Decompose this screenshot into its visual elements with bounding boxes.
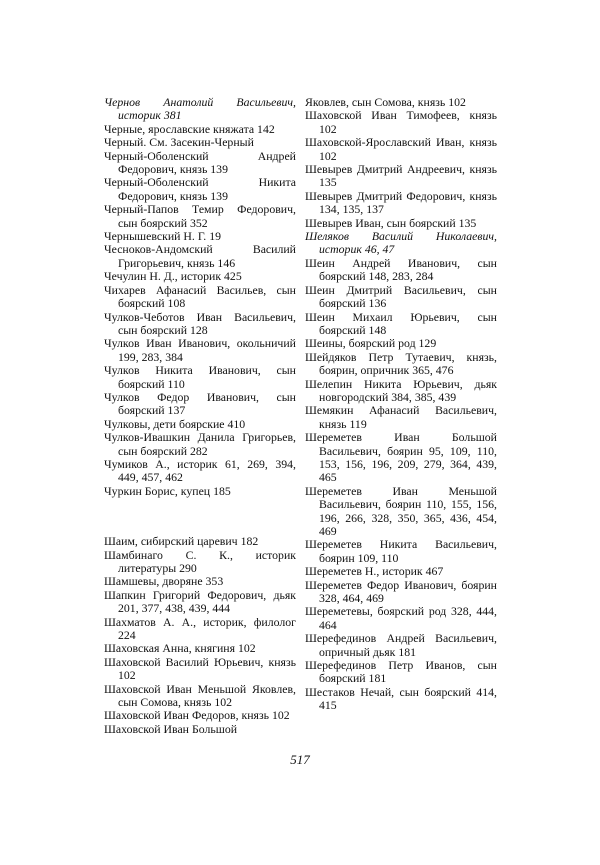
index-entry: Черные, ярославские княжата 142 — [104, 121, 275, 136]
index-entry: Чулков-Чеботов Иван Васильевич, сын боярский 128 — [104, 309, 296, 337]
index-entry: Шаховской Иван Меньшой Яковлев, сын Сомова, князь 102 — [104, 681, 296, 710]
index-entry: Шейдяков Петр Тутаевич, князь, боярин, опричник 365, 476 — [305, 349, 497, 378]
index-entry: Шеляков Василий Николаевич, историк 46, 47 — [305, 229, 497, 257]
index-entry: Шевырев Дмитрий Федорович, князь 134, 135, 137 — [305, 188, 497, 217]
index-entry: Шереметев Никита Васильевич, боярин 109, 110 — [305, 537, 497, 565]
index-entry: Чернышевский Н. Г. 19 — [104, 229, 222, 244]
index-entry: Шеин Михаил Юрьевич, сын боярский 148 — [305, 309, 497, 337]
index-entry: Шеины, боярский род 129 — [305, 336, 437, 351]
index-entry: Чесноков-Андомский Василий Григорьевич, князь 146 — [104, 242, 296, 270]
index-entry: Шемякин Афанасий Васильевич, князь 119 — [305, 403, 497, 431]
index-entry: Шаховской Василий Юрьевич, князь 102 — [104, 654, 296, 683]
index-entry: Шереметев Иван Меньшой Васильевич, боярин 110, 155, 156, 196, 266, 328, 350, 365, 436, 454, 469 — [305, 483, 497, 538]
index-entry: Чуркин Борис, купец 185 — [104, 483, 231, 498]
right-column — [305, 96, 497, 713]
index-entry: Чулков Иван Иванович, окольничий 199, 283, 384 — [104, 336, 296, 364]
index-entry: Шерефединов Петр Иванов, сын боярский 181 — [305, 658, 497, 686]
index-entry: Шамшевы, дворяне 353 — [104, 574, 224, 589]
index-entry: Шаховской Иван Федоров, князь 102 — [104, 708, 290, 723]
letter-section-gap — [104, 498, 296, 535]
index-entry: Шереметевы, боярский род 328, 444, 464 — [305, 604, 497, 632]
index-entry: Яковлев, сын Сомова, князь 102 — [305, 95, 466, 109]
index-entry: Шаим, сибирский царевич 182 — [104, 534, 259, 549]
index-entry: Шелепин Никита Юрьевич, дьяк новгородский 384, 385, 439 — [305, 376, 497, 404]
index-entry: Шереметев Иван Большой Васильевич, боярин 95, 109, 110, 153, 156, 196, 209, 279, 364, 439, 465 — [305, 430, 497, 485]
index-entry: Черный. См. Засекин-Черный — [104, 135, 254, 150]
index-entry: Шеин Дмитрий Васильевич, сын боярский 136 — [305, 282, 497, 311]
page-number: 517 — [290, 752, 310, 767]
index-entry: Шевырев Дмитрий Андреевич, князь 135 — [305, 162, 497, 190]
index-entry: Чулков Никита Иванович, сын боярский 110 — [104, 363, 296, 391]
index-entry: Шевырев Иван, сын боярский 135 — [305, 215, 477, 230]
index-entry: Шереметев Н., историк 467 — [305, 564, 444, 579]
index-entry: Шерефединов Андрей Васильевич, опричный дьяк 181 — [305, 631, 497, 659]
index-entry: Шахматов А. А., историк, филолог 224 — [104, 614, 296, 643]
index-entry: Чечулин Н. Д., историк 425 — [104, 269, 242, 284]
index-entry: Шереметев Федор Иванович, боярин 328, 464, 469 — [305, 577, 497, 606]
index-entry: Шаховская Анна, княгиня 102 — [104, 641, 256, 656]
index-entry: Шаховской Иван Большой — [104, 721, 238, 736]
index-entry: Чумиков А., историк 61, 269, 394, 449, 457, 462 — [104, 456, 296, 485]
index-entry: Черный-Папов Темир Федорович, сын боярский 352 — [104, 202, 296, 230]
index-entry: Шеин Андрей Иванович, сын боярский 148, 283, 284 — [305, 255, 497, 284]
index-entry: Шаховской-Ярославский Иван, князь 102 — [305, 135, 497, 163]
index-entry: Чихарев Афанасий Васильев, сын боярский 108 — [104, 282, 296, 311]
left-column — [104, 96, 296, 736]
index-entry: Шапкин Григорий Федорович, дьяк 201, 377, 438, 439, 444 — [104, 587, 296, 616]
index-entry: Черный-Оболенский Андрей Федорович, князь 139 — [104, 148, 296, 177]
index-entry: Шаховской Иван Тимофеев, князь 102 — [305, 108, 497, 136]
index-entry: Черный-Оболенский Никита Федорович, князь 139 — [104, 175, 296, 203]
index-entry: Чернов Анатолий Васильевич, историк 381 — [104, 95, 296, 123]
index-entry: Шестаков Нечай, сын боярский 414, 415 — [305, 684, 497, 713]
index-entry: Чулков-Ивашкин Данила Григорьев, сын боярский 282 — [104, 430, 296, 458]
index-entry: Чулковы, дети боярские 410 — [104, 416, 246, 431]
index-entry: Шамбинаго С. К., историк литературы 290 — [104, 547, 296, 575]
index-entry: Чулков Федор Иванович, сын боярский 137 — [104, 389, 296, 418]
